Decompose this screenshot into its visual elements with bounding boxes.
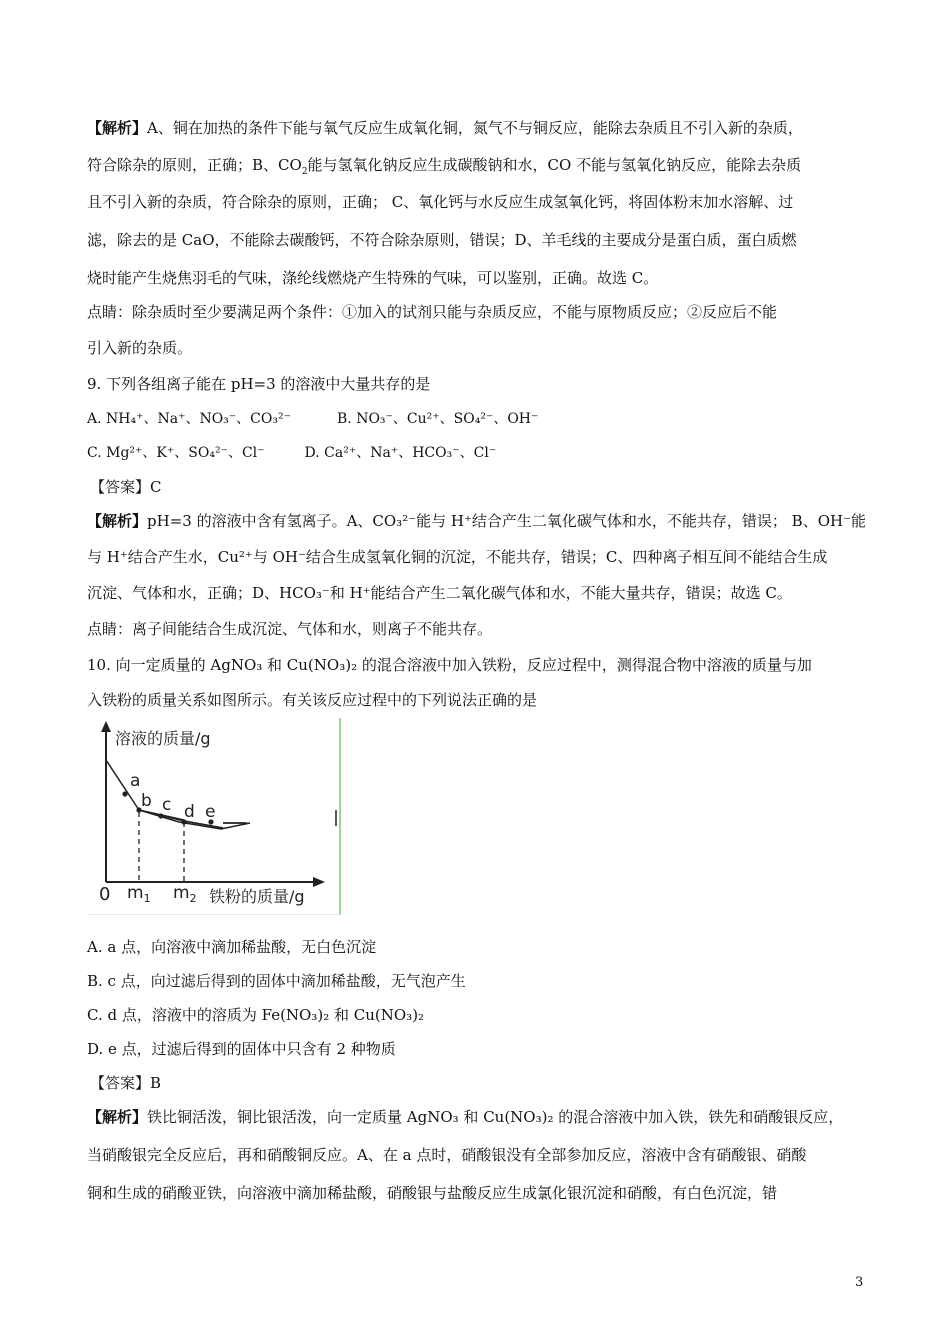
q9-option-a: A. NH₄⁺、Na⁺、NO₃⁻、CO₃²⁻ [87, 411, 291, 427]
q8-note-line-2: 引入新的杂质。 [87, 339, 193, 357]
q9-explanation-line-1: 【解析】pH=3 的溶液中含有氢离子。A、CO₃²⁻能与 H⁺结合产生二氧化碳气体和水，不能共存，错误； B、OH⁻能 [87, 512, 866, 530]
q8-note-line-1: 点睛：除杂质时至少要满足两个条件：①加入的试剂只能与杂质反应，不能与原物质反应；②反应后不能 [87, 303, 778, 321]
q10-explanation-line-3: 铜和生成的硝酸亚铁，向溶液中滴加稀盐酸，硝酸银与盐酸反应生成氯化银沉淀和硝酸，有白色沉淀，错 [87, 1184, 778, 1202]
graph-svg [87, 718, 339, 914]
origin-label: 0 [99, 884, 111, 905]
label-c: c [162, 795, 172, 815]
label-d: d [184, 802, 195, 822]
m1-label: $m_1$ [127, 883, 151, 905]
q10-option-d: D. e 点，过滤后得到的固体中只含有 2 种物质 [87, 1040, 396, 1058]
label-e: e [205, 802, 216, 822]
solution-mass-graph [87, 718, 341, 915]
q8-explanation-line-4: 滤，除去的是 CaO，不能除去碳酸钙，不符合除杂原则，错误；D、羊毛线的主要成分是蛋白质，蛋白质燃 [87, 231, 797, 249]
q9-note: 点睛：离子间能结合生成沉淀、气体和水，则离子不能共存。 [87, 620, 493, 638]
q8-explanation-line-5: 烧时能产生烧焦羽毛的气味，涤纶线燃烧产生特殊的气味，可以鉴别，正确。故选 C。 [87, 269, 659, 287]
q10-stem-line-2: 入铁粉的质量关系如图所示。有关该反应过程中的下列说法正确的是 [87, 691, 538, 709]
q9-options-cd [87, 443, 496, 463]
q8-explanation-line-1: 【解析】A、铜在加热的条件下能与氧气反应生成氧化铜，氮气不与铜反应，能除去杂质且不引入新的杂质， [87, 119, 803, 137]
q9-explanation-line-3: 沉淀、气体和水，正确；D、HCO₃⁻和 H⁺能结合产生二氧化碳气体和水，不能大量共存，错误；故选 C。 [87, 584, 792, 602]
y-axis-arrow [101, 721, 111, 732]
q10-option-b: B. c 点，向过滤后得到的固体中滴加稀盐酸，无气泡产生 [87, 972, 466, 990]
q8-explanation-line-2: 符合除杂的原则，正确；B、$CO_2$能与氢氧化钠反应生成碳酸钠和水，CO 不能与氢氧化钠反应，能除去杂质 [87, 156, 802, 177]
x-axis-label: 铁粉的质量/g [209, 887, 305, 906]
q10-answer: 【答案】B [90, 1074, 162, 1092]
q10-stem-line-1: 10. 向一定质量的 AgNO₃ 和 Cu(NO₃)₂ 的混合溶液中加入铁粉，反应过程中，测得混合物中溶液的质量与加 [87, 656, 812, 674]
q9-option-b: B. NO₃⁻、Cu²⁺、SO₄²⁻、OH⁻ [337, 411, 539, 427]
q10-option-c: C. d 点，溶液中的溶质为 Fe(NO₃)₂ 和 Cu(NO₃)₂ [87, 1006, 425, 1024]
m2-label: $m_2$ [173, 883, 197, 905]
q9-option-d: D. Ca²⁺、Na⁺、HCO₃⁻、Cl⁻ [304, 445, 497, 461]
jiexi-label: 【解析】 [87, 119, 148, 137]
point-a [122, 791, 127, 796]
q10-explanation-line-2: 当硝酸银完全反应后，再和硝酸铜反应。A、在 a 点时，硝酸银没有全部参加反应，溶液中含有硝酸银、硝酸 [87, 1146, 807, 1164]
q9-answer: 【答案】C [90, 478, 162, 496]
label-b: b [141, 791, 152, 811]
y-axis-label: 溶液的质量/g [115, 729, 211, 748]
label-a: a [130, 771, 141, 791]
q9-option-c: C. Mg²⁺、K⁺、SO₄²⁻、Cl⁻ [87, 445, 265, 461]
page-number: 3 [855, 1275, 864, 1290]
q9-stem: 9. 下列各组离子能在 pH=3 的溶液中大量共存的是 [87, 375, 431, 393]
q8-explanation-line-3: 且不引入新的杂质，符合除杂的原则，正确； C、氧化钙与水反应生成氢氧化钙，将固体粉末加水溶解、过 [87, 193, 794, 211]
q9-options-ab [87, 409, 538, 429]
q9-explanation-line-2: 与 H⁺结合产生水，Cu²⁺与 OH⁻结合生成氢氧化铜的沉淀，不能共存，错误；C、四种离子相互间不能结合生成 [87, 548, 828, 566]
x-axis-arrow [313, 877, 325, 887]
q10-option-a: A. a 点，向溶液中滴加稀盐酸，无白色沉淀 [87, 938, 377, 956]
q10-explanation-line-1: 【解析】铁比铜活泼，铜比银活泼，向一定质量 AgNO₃ 和 Cu(NO₃)₂ 的混合溶液中加入铁，铁先和硝酸银反应， [87, 1108, 844, 1126]
